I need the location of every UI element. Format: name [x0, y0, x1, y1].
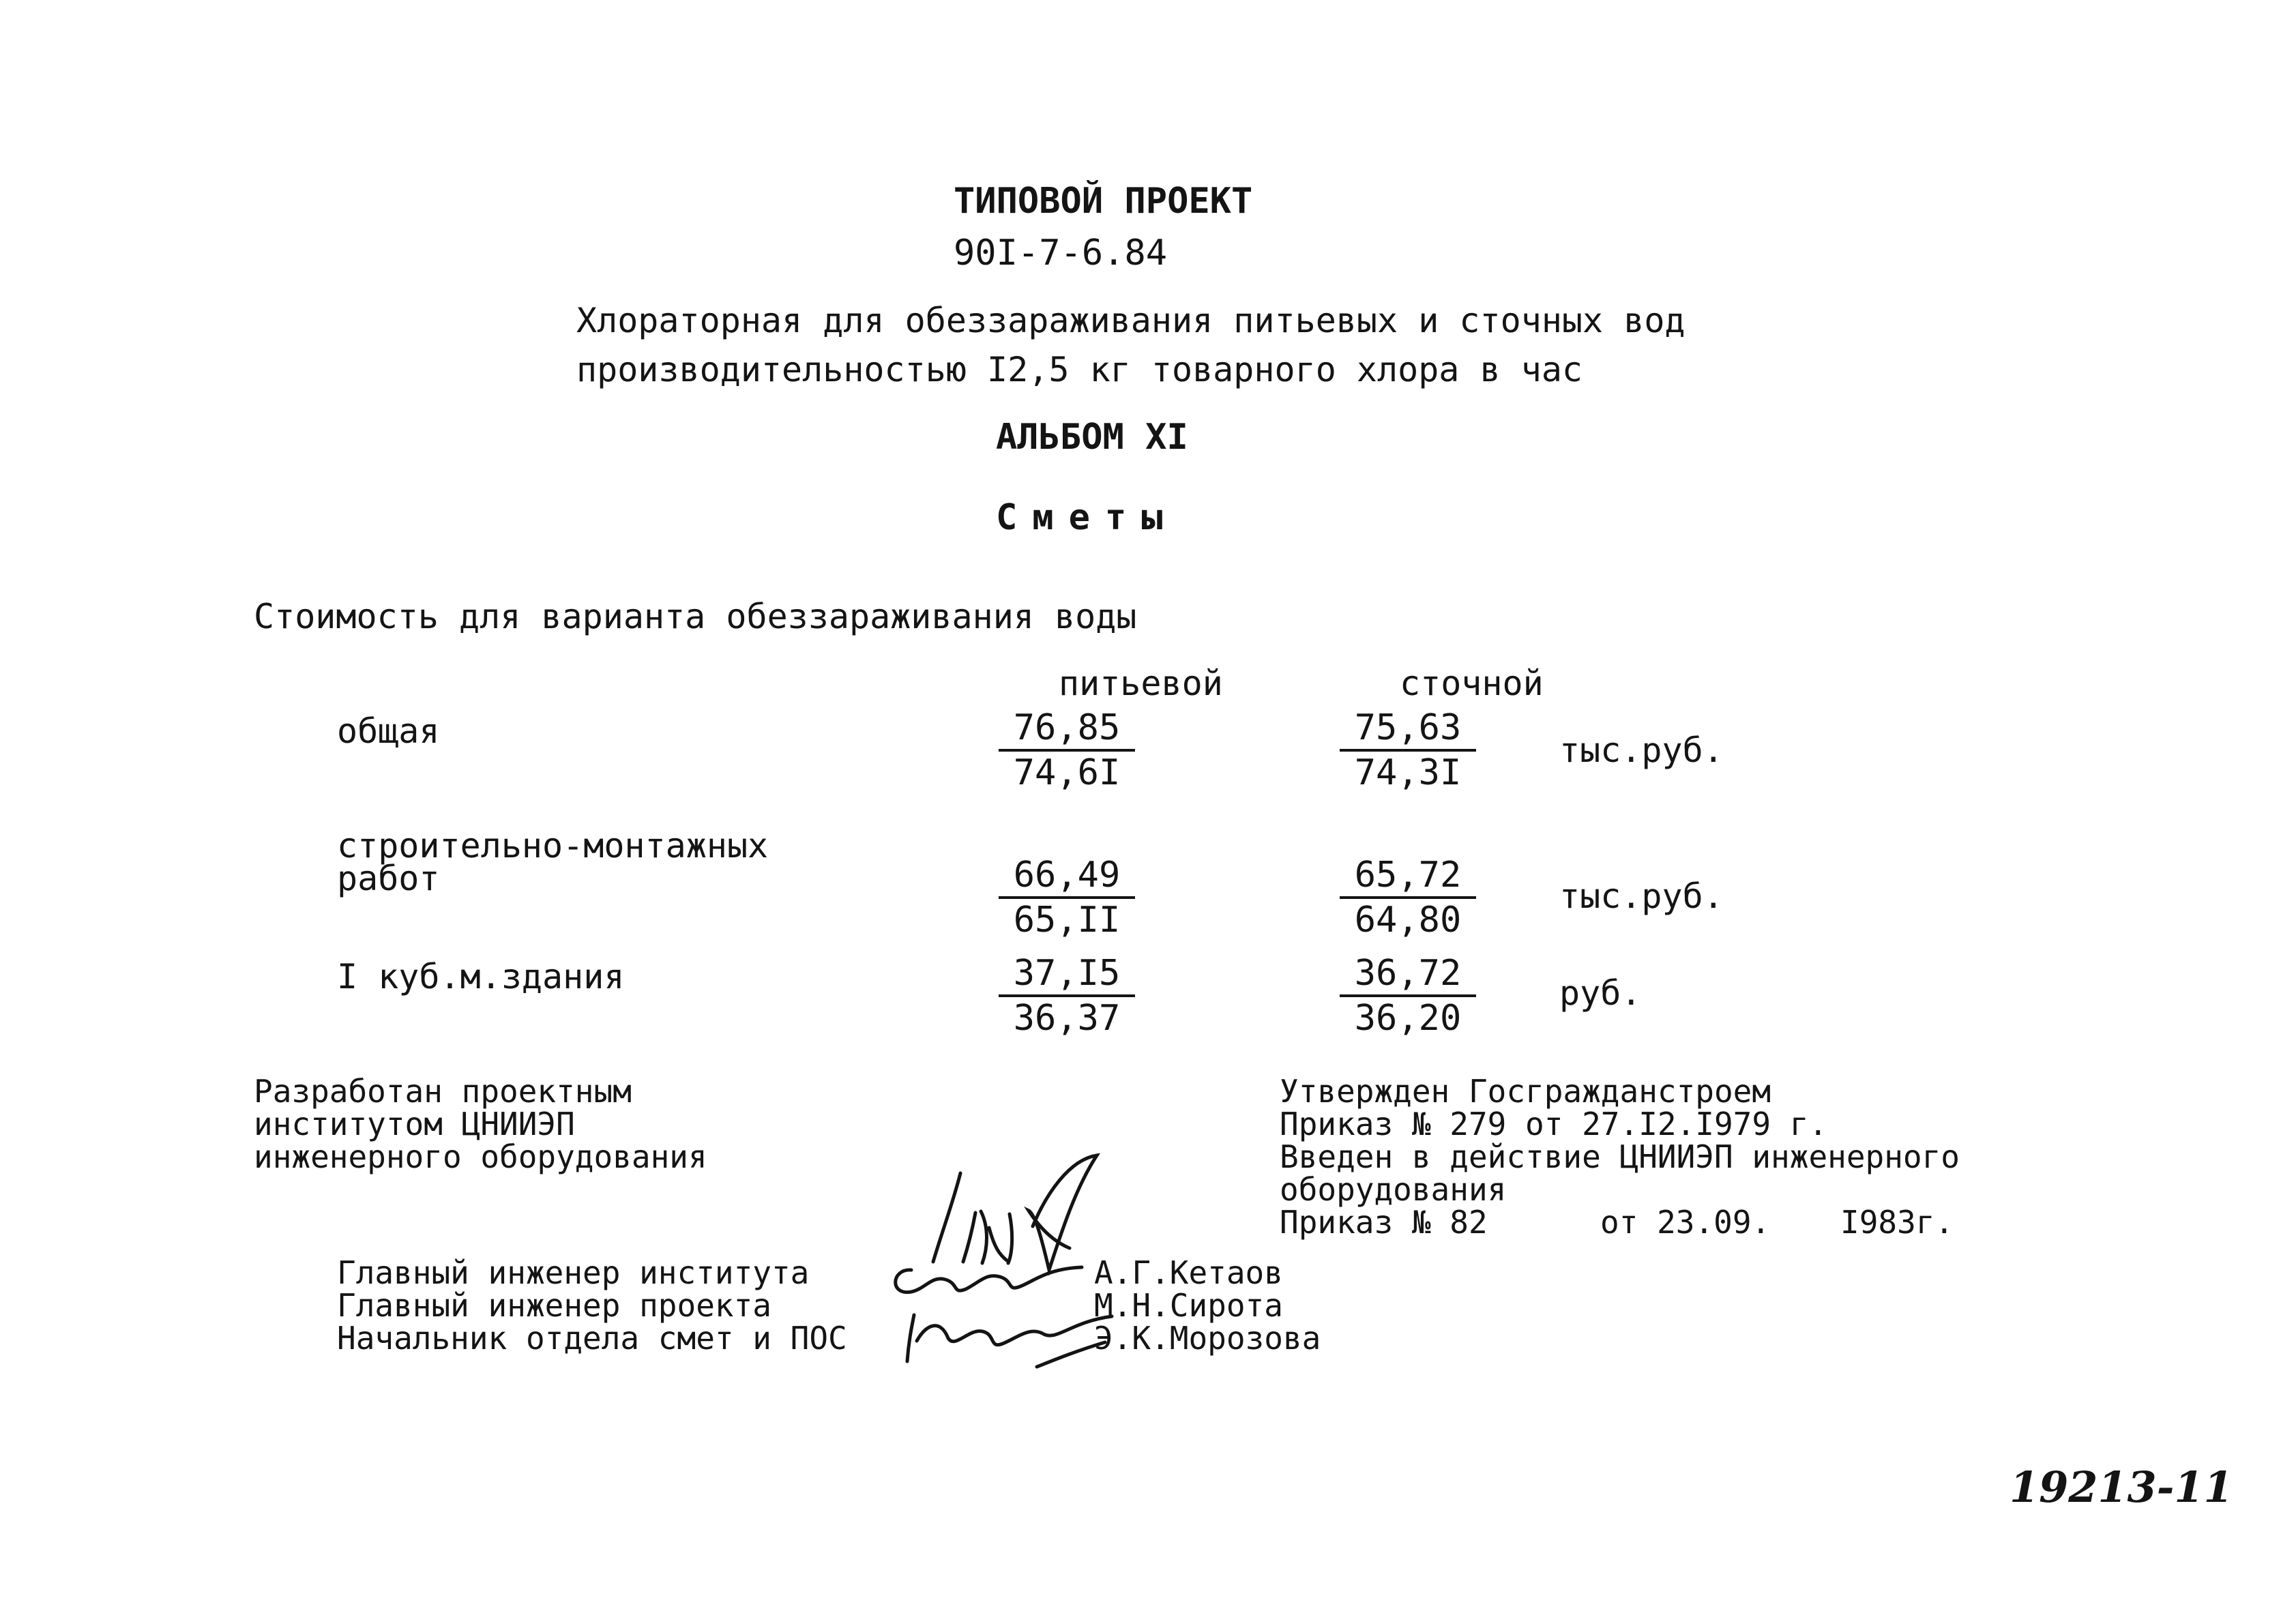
row-label-per-cubic-meter: I куб.м.здания [337, 957, 625, 996]
signer-name-3: Э.К.Морозова [1094, 1320, 1321, 1357]
approved-order-date: от 23.09. [1600, 1204, 1771, 1241]
project-description-line1: Хлораторная для обеззараживания питьевых и сточных вод [576, 301, 1686, 340]
developed-by-line2: институтом ЦНИИЭП [254, 1106, 575, 1142]
section-title: Сметы [996, 497, 1178, 538]
row-label-construction-line2: работ [337, 859, 440, 898]
signer-name-2: М.Н.Сирота [1094, 1287, 1283, 1324]
cost-heading: Стоимость для варианта обеззараживания воды [254, 597, 1137, 636]
approved-line4: оборудования [1280, 1171, 1507, 1208]
row-label-construction-line1: строительно-монтажных [337, 826, 769, 866]
unit-total: тыс.руб. [1559, 730, 1724, 770]
value-cubic-potable [999, 954, 1135, 1038]
developed-by-line3: инженерного оборудования [254, 1138, 707, 1175]
value-numerator: 75,63 [1340, 708, 1476, 752]
signer-role-3: Начальник отдела смет и ПОС [337, 1320, 847, 1357]
row-label-total: общая [337, 711, 440, 751]
value-numerator: 76,85 [999, 708, 1135, 752]
value-numerator: 65,72 [1340, 855, 1476, 899]
project-title: ТИПОВОЙ ПРОЕКТ [954, 181, 1253, 222]
unit-cubic: руб. [1559, 973, 1642, 1013]
signer-role-1: Главный инженер института [337, 1254, 810, 1291]
column-header-potable: питьевой [1059, 664, 1223, 703]
project-code: 90I-7-6.84 [954, 233, 1168, 274]
approved-line1: Утвержден Госгражданстроем [1280, 1073, 1771, 1110]
value-numerator: 66,49 [999, 855, 1135, 899]
value-denominator: 74,6I [1013, 752, 1121, 793]
value-denominator: 36,37 [1013, 998, 1121, 1039]
value-construction-potable [999, 855, 1135, 940]
developed-by-line1: Разработан проектным [254, 1073, 632, 1110]
project-description-line2: производительностью I2,5 кг товарного хлора в час [576, 350, 1583, 389]
value-numerator: 36,72 [1340, 954, 1476, 997]
approved-line3: Введен в действие ЦНИИЭП инженерного [1280, 1138, 1960, 1175]
value-denominator: 74,3I [1354, 752, 1462, 793]
value-construction-waste [1340, 855, 1476, 940]
signature-mark-1 [913, 1146, 1110, 1275]
value-total-potable [999, 708, 1135, 793]
value-denominator: 65,II [1013, 900, 1121, 941]
signature-mark-3 [900, 1301, 1119, 1370]
signer-role-2: Главный инженер проекта [337, 1287, 771, 1324]
signature-mark-2 [884, 1262, 1089, 1303]
approved-line2: Приказ № 279 от 27.I2.I979 г. [1280, 1106, 1828, 1142]
value-denominator: 36,20 [1354, 998, 1462, 1039]
value-total-waste [1340, 708, 1476, 793]
value-numerator: 37,I5 [999, 954, 1135, 997]
approved-order-year: I983г. [1840, 1204, 1954, 1241]
value-denominator: 64,80 [1354, 900, 1462, 941]
unit-construction: тыс.руб. [1559, 876, 1724, 916]
archive-number: 19213-11 [2010, 1462, 2233, 1512]
value-cubic-waste [1340, 954, 1476, 1038]
album-number: АЛЬБОМ XI [996, 417, 1188, 458]
column-header-waste: сточной [1400, 664, 1544, 703]
signer-name-1: А.Г.Кетаов [1094, 1254, 1283, 1291]
approved-order-number: Приказ № 82 [1280, 1204, 1488, 1241]
